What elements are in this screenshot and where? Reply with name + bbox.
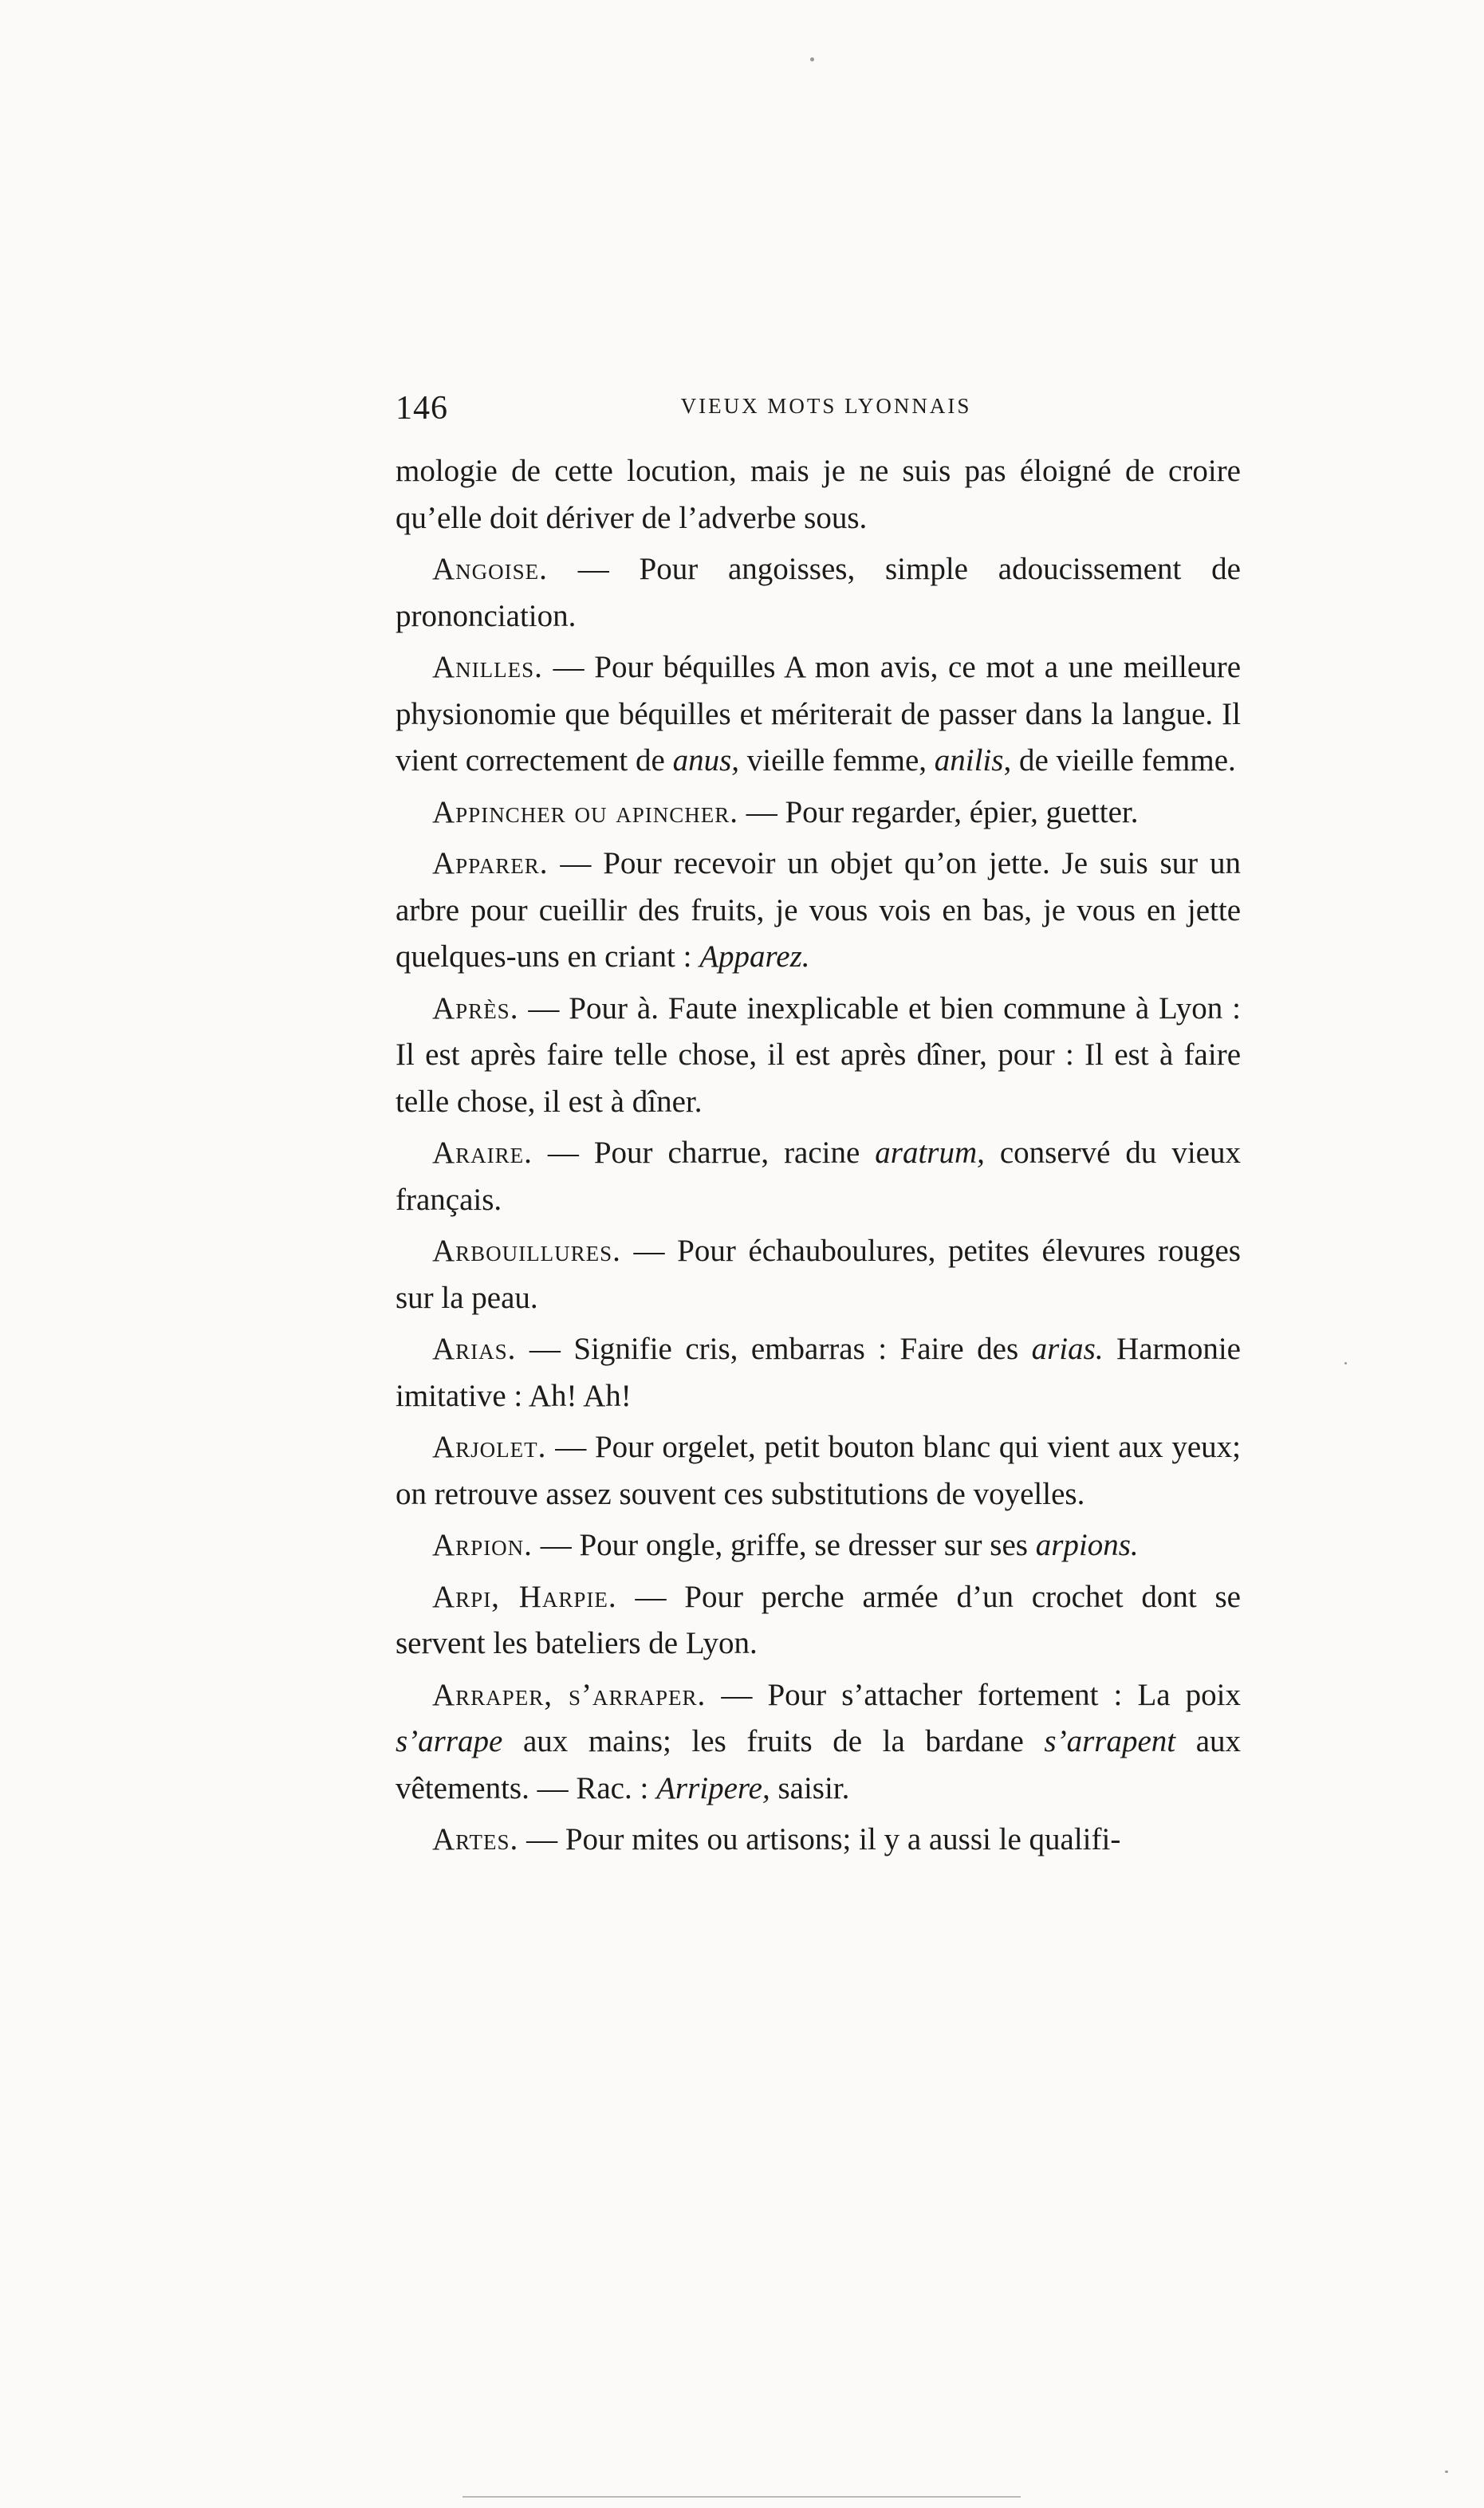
entry-text: aux vêtements. — Rac. :: [396, 1724, 1241, 1805]
entry-headword: Artes.: [432, 1822, 519, 1856]
entry-text: — Pour ongle, griffe, se dresser sur ses: [532, 1528, 1036, 1562]
running-head: [396, 389, 1241, 437]
entry-text: — Pour mites ou artisons; il y a aussi le qualifi-: [518, 1822, 1121, 1856]
entry-text: — Signifie cris, embarras : Faire des: [516, 1332, 1032, 1366]
entry-text: , de vieille femme.: [1003, 743, 1236, 778]
entry-italic-text: Arripere,: [656, 1770, 770, 1805]
page-number: 146: [396, 390, 448, 427]
entry-text: — Pour charrue, racine: [532, 1136, 876, 1170]
entry-italic-text: anus,: [672, 743, 740, 778]
entry-headword: Après.: [432, 990, 519, 1026]
running-title: VIEUX MOTS LYONNAIS: [680, 394, 972, 418]
dictionary-entry: [396, 1522, 1241, 1569]
entry-text: conservé du vieux français.: [396, 1136, 1241, 1217]
dictionary-entry: [396, 1228, 1241, 1321]
continuation-paragraph: mologie de cette locution, mais je ne suis pas éloigné de croire qu’elle doit dériver de l’adverbe sous.: [396, 454, 1241, 535]
entry-italic-text: anilis: [934, 743, 1004, 778]
entry-headword: Arraper, s’arraper.: [432, 1677, 707, 1712]
entry-headword: Arpion.: [432, 1528, 533, 1562]
entry-italic-text: s’arrape: [396, 1724, 503, 1758]
dictionary-entry: [396, 1672, 1241, 1813]
entry-text: — Pour perche armée d’un crochet dont se servent les bateliers de Lyon.: [396, 1579, 1241, 1660]
entry-text: Harmonie imitative : Ah! Ah!: [396, 1332, 1241, 1413]
entry-italic-text: Apparez.: [699, 939, 810, 974]
dictionary-entry: [396, 1817, 1241, 1864]
entry-text: aux mains; les fruits de la bardane: [502, 1724, 1045, 1758]
dictionary-entry: [396, 546, 1241, 640]
entry-headword: Angoise.: [432, 552, 548, 586]
entry-headword: Arjolet.: [432, 1430, 547, 1464]
entry-italic-text: s’arrapent: [1044, 1724, 1176, 1758]
dictionary-entry: [396, 644, 1241, 785]
dictionary-entry: [396, 841, 1241, 981]
entry-text: — Pour orgelet, petit bouton blanc qui vient aux yeux; on retrouve assez souvent ces substitutions de voyelles.: [396, 1430, 1241, 1511]
entry-text: — Pour recevoir un objet qu’on jette. Je suis sur un arbre pour cueillir des fruits, je vous vois en bas, je vous en jette quelques-uns en criant :: [396, 846, 1241, 974]
entry-italic-text: arias.: [1031, 1332, 1104, 1366]
dictionary-entry: [396, 1326, 1241, 1419]
dictionary-entry: [396, 789, 1241, 837]
entry-headword: Arbouillures.: [432, 1234, 621, 1268]
dictionary-entry: [396, 1574, 1241, 1667]
dictionary-entry: [396, 1424, 1241, 1518]
entry-italic-text: arpions.: [1035, 1528, 1139, 1562]
entry-text: saisir.: [770, 1770, 850, 1805]
dictionary-entries: [396, 546, 1241, 1864]
dictionary-entry: [396, 1130, 1241, 1223]
entry-text: — Pour béquilles A mon avis, ce mot a une meilleure physionomie que béquilles et mériterait de passer dans la langue. Il vient correctement de: [396, 650, 1241, 778]
entry-headword: Anilles.: [432, 650, 543, 684]
body-text: [396, 448, 1241, 1864]
entry-headword: Apparer.: [432, 846, 549, 880]
bottom-edge-mark: [463, 2496, 1021, 2498]
entry-text: — Pour regarder, épier, guetter.: [738, 794, 1139, 829]
dictionary-entry: [396, 986, 1241, 1126]
entry-headword: Appincher ou apincher.: [432, 794, 738, 829]
entry-headword: Arpi, Harpie.: [432, 1579, 617, 1614]
entry-headword: Araire.: [432, 1136, 533, 1170]
entry-italic-text: aratrum,: [875, 1136, 985, 1170]
entry-text: — Pour échauboulures, petites élevures rouges sur la peau.: [396, 1234, 1241, 1315]
entry-text: — Pour à. Faute inexplicable et bien commune à Lyon : Il est après faire telle chose, il est après dîner, pour : Il est à faire telle chose, il est à dîner.: [396, 990, 1241, 1119]
entry-text: — Pour s’attacher fortement : La poix: [706, 1677, 1241, 1712]
entry-text: vieille femme,: [739, 743, 935, 778]
entry-headword: Arias.: [432, 1332, 517, 1366]
entry-text: — Pour angoisses, simple adoucissement de prononciation.: [396, 552, 1241, 633]
